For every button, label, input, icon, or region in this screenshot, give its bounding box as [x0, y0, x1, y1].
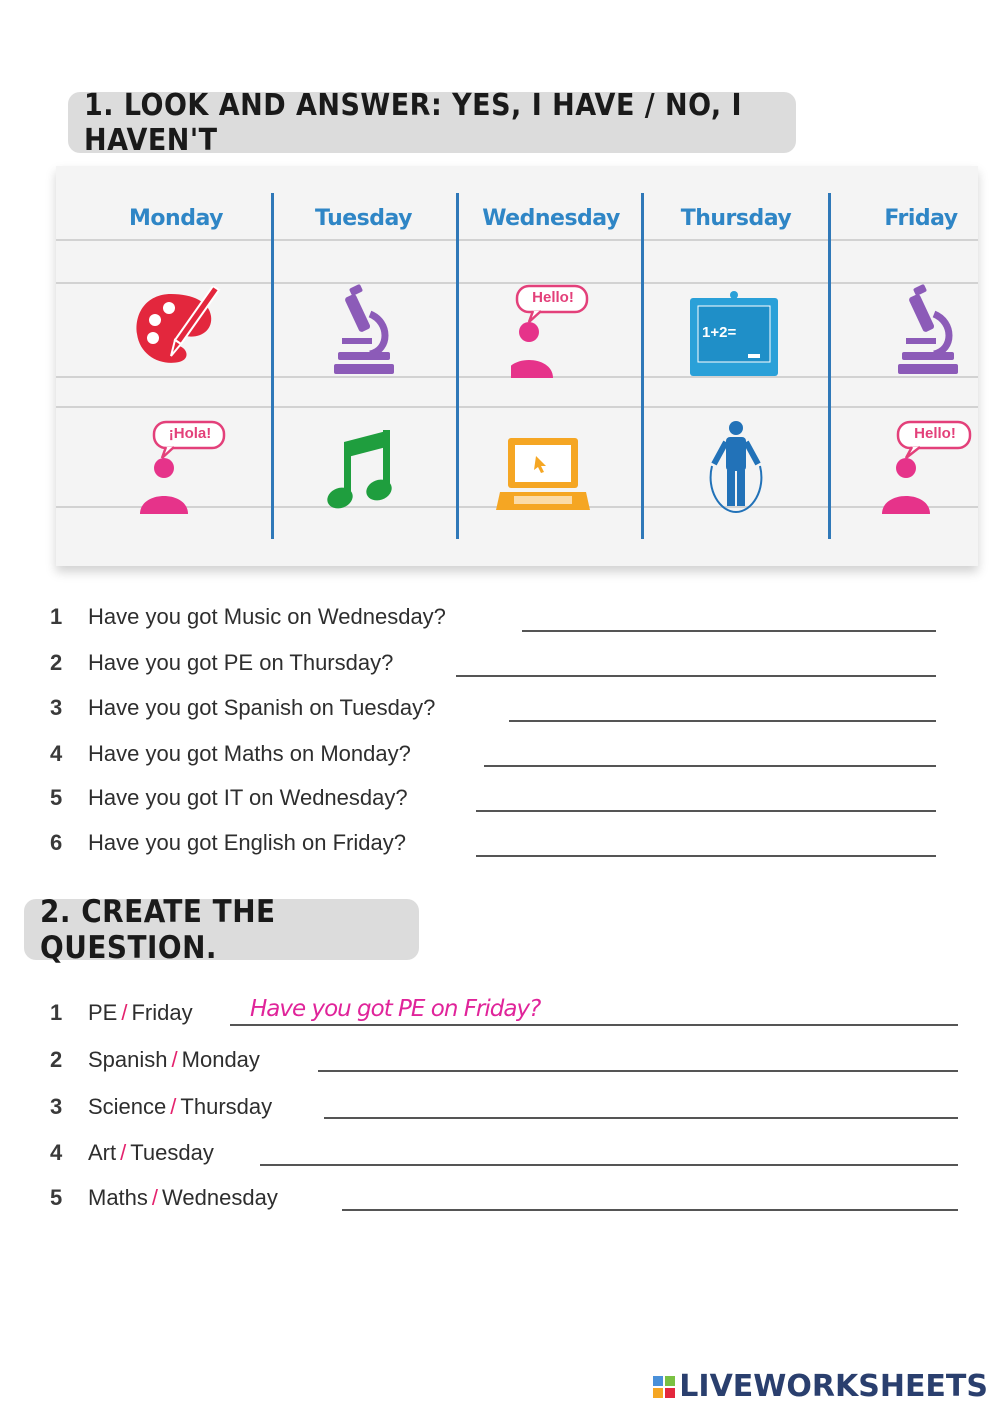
answer-line[interactable] — [522, 630, 936, 632]
prompt-subject: Spanish — [88, 1047, 168, 1072]
board-text: 1+2= — [702, 324, 737, 341]
timetable — [56, 166, 978, 566]
question-text: Have you got PE on Thursday? — [88, 650, 394, 675]
art-palette-icon — [131, 286, 226, 371]
day-tuesday: Tuesday — [314, 206, 413, 231]
prompt-number: 4 — [50, 1140, 63, 1165]
column-divider — [456, 193, 459, 539]
prompt-subject: PE — [88, 1000, 118, 1025]
question-row — [50, 785, 408, 811]
question-row — [50, 604, 446, 630]
logo-icon — [653, 1376, 675, 1398]
question-text: Have you got IT on Wednesday? — [88, 785, 408, 810]
day-thursday: Thursday — [680, 206, 792, 231]
prompt-day: Monday — [181, 1047, 260, 1072]
slash: / — [171, 1047, 178, 1072]
answer-line[interactable] — [230, 1024, 958, 1026]
prompt-number: 3 — [50, 1094, 63, 1119]
section-2-title: 2. CREATE THE QUESTION. — [24, 899, 419, 960]
prompt-row — [50, 1047, 260, 1073]
speech-text: ¡Hola! — [168, 425, 212, 442]
prompt-day: Thursday — [180, 1094, 273, 1119]
section-1-title: 1. LOOK AND ANSWER: YES, I HAVE / NO, I HAVEN'T — [68, 92, 796, 153]
question-number: 5 — [50, 785, 63, 810]
column-divider — [271, 193, 274, 539]
question-number: 4 — [50, 741, 63, 766]
divider — [56, 406, 978, 408]
answer-line[interactable] — [509, 720, 936, 722]
question-number: 1 — [50, 604, 63, 629]
question-text: Have you got Spanish on Tuesday? — [88, 695, 436, 720]
speech-text: Hello! — [914, 425, 956, 442]
answer-line[interactable] — [342, 1209, 958, 1211]
column-divider — [828, 193, 831, 539]
pe-skipping-icon — [700, 420, 772, 516]
music-note-icon — [324, 428, 396, 514]
prompt-row — [50, 1000, 193, 1026]
question-number: 2 — [50, 650, 63, 675]
answer-line[interactable] — [484, 765, 936, 767]
answer-line[interactable] — [456, 675, 936, 677]
question-number: 3 — [50, 695, 63, 720]
divider — [56, 239, 978, 241]
spanish-speaker-cell — [140, 420, 230, 516]
question-text: Have you got English on Friday? — [88, 830, 406, 855]
answer-line[interactable] — [324, 1117, 958, 1119]
slash: / — [170, 1094, 177, 1119]
it-laptop-icon — [496, 434, 590, 514]
prompt-row — [50, 1094, 272, 1120]
prompt-day: Tuesday — [130, 1140, 214, 1165]
question-row — [50, 650, 393, 676]
slash: / — [151, 1185, 159, 1210]
column-divider — [641, 193, 644, 539]
maths-board-cell — [688, 290, 780, 378]
liveworksheets-logo — [653, 1369, 988, 1404]
brand-name: LIVEWORKSHEETS — [679, 1369, 988, 1404]
prompt-number: 2 — [50, 1047, 63, 1072]
question-text: Have you got Music on Wednesday? — [88, 604, 446, 629]
prompt-day: Friday — [131, 1000, 193, 1025]
prompt-number: 1 — [50, 1000, 63, 1025]
prompt-subject: Art — [88, 1140, 117, 1165]
example-answer: Have you got PE on Friday? — [250, 996, 541, 1022]
prompt-subject: Maths — [88, 1185, 148, 1210]
day-monday: Monday — [129, 206, 223, 231]
answer-line[interactable] — [260, 1164, 958, 1166]
english-speaker-cell — [880, 420, 976, 516]
answer-line[interactable] — [476, 855, 936, 857]
question-text: Have you got Maths on Monday? — [88, 741, 411, 766]
science-microscope-icon — [328, 284, 398, 379]
slash: / — [121, 1000, 128, 1025]
slash: / — [120, 1140, 127, 1165]
answer-line[interactable] — [476, 810, 936, 812]
answer-line[interactable] — [318, 1070, 958, 1072]
day-wednesday: Wednesday — [482, 206, 620, 231]
english-speaker-cell — [511, 284, 591, 379]
prompt-row — [50, 1185, 278, 1211]
prompt-subject: Science — [88, 1094, 167, 1119]
speech-text: Hello! — [532, 289, 574, 306]
question-row — [50, 741, 411, 767]
question-row — [50, 695, 435, 721]
day-friday: Friday — [884, 206, 958, 231]
prompt-number: 5 — [50, 1185, 63, 1210]
prompt-row — [50, 1140, 214, 1166]
question-row — [50, 830, 406, 856]
question-number: 6 — [50, 830, 63, 855]
science-microscope-icon — [892, 284, 962, 379]
prompt-day: Wednesday — [162, 1185, 278, 1210]
